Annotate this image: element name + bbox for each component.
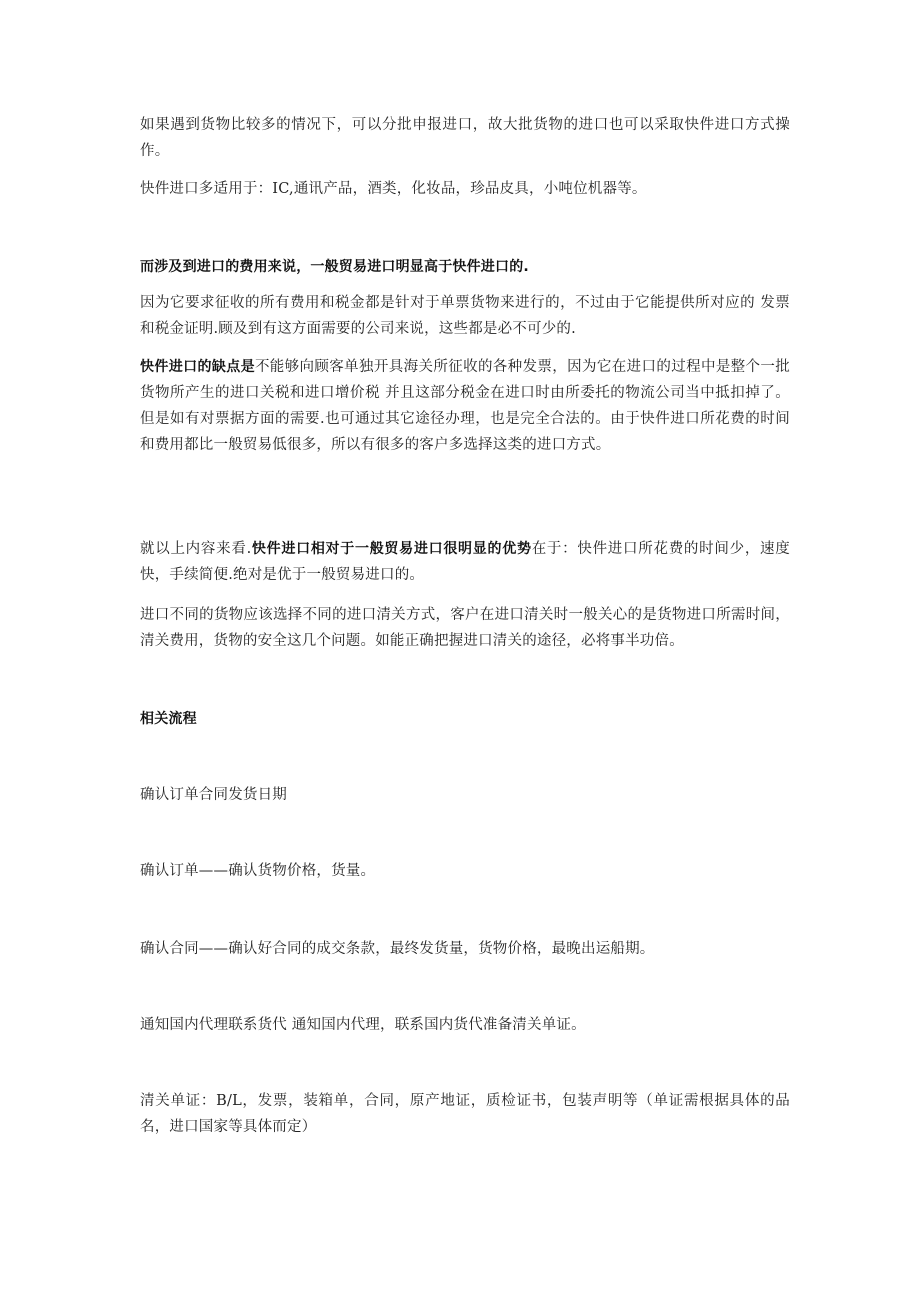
paragraph-clearance-choice: 进口不同的货物应该选择不同的进口清关方式，客户在进口清关时一般关心的是货物进口所需时间，清关费用，货物的安全这几个问题。如能正确把握进口清关的途径，必将事半功倍。 bbox=[140, 607, 790, 649]
paragraph-applicable-goods: 快件进口多适用于：IC,通讯产品，酒类，化妆品，珍品皮具，小吨位机器等。 bbox=[140, 181, 647, 197]
paragraph-batch-declaration: 如果遇到货物比较多的情况下，可以分批申报进口，故大批货物的进口也可以采取快件进口方式操作。 bbox=[140, 117, 790, 159]
advantage-label: 快件进口相对于一般贸易进口很明显的优势 bbox=[251, 541, 532, 557]
process-step-1: 确认订单合同发货日期 bbox=[140, 787, 287, 803]
paragraph-cost-heading bbox=[140, 254, 790, 280]
paragraph-disadvantage bbox=[140, 354, 790, 458]
advantage-text: 在于：快件进口所花费的时间少，速度快，手续简便.绝对是优于一般贸易进口的。 bbox=[140, 541, 790, 583]
process-step-4: 通知国内代理联系货代 通知国内代理，联系国内货代准备清关单证。 bbox=[140, 1017, 586, 1033]
process-step-2: 确认订单——确认货物价格，货量。 bbox=[140, 863, 376, 879]
process-step-5: 清关单证：B/L，发票，装箱单，合同，原产地证，质检证书，包装声明等（单证需根据具体的品名，进口国家等具体而定） bbox=[140, 1093, 790, 1135]
paragraph-tax-certificate: 因为它要求征收的所有费用和税金都是针对于单票货物来进行的，不过由于它能提供所对应的 发票 和税金证明.顾及到有这方面需要的公司来说，这些都是必不可少的. bbox=[140, 295, 790, 337]
advantage-prefix: 就以上内容来看. bbox=[140, 541, 252, 557]
disadvantage-text: 不能够向顾客单独开具海关所征收的各种发票，因为它在进口的过程中是整个一批货物所产生的进口关税和进口增价税 并且这部分税金在进口时由所委托的物流公司当中抵扣掉了。但是如有对票据方面的需要.也可通过其它途径办理，也是完全合法的。由于快件进口所花费的时间和费用都比一般贸易低很多，所以有很多的客户多选择这类的进口方式。 bbox=[140, 359, 790, 453]
cost-heading-text: 而涉及到进口的费用来说，一般贸易进口明显高于快件进口的. bbox=[140, 259, 529, 275]
section-heading bbox=[140, 706, 790, 732]
disadvantage-label: 快件进口的缺点是 bbox=[140, 359, 255, 375]
paragraph-advantage bbox=[140, 536, 790, 588]
process-step-3: 确认合同——确认好合同的成交条款，最终发货量，货物价格，最晚出运船期。 bbox=[140, 941, 655, 957]
section-heading-text: 相关流程 bbox=[140, 711, 197, 727]
